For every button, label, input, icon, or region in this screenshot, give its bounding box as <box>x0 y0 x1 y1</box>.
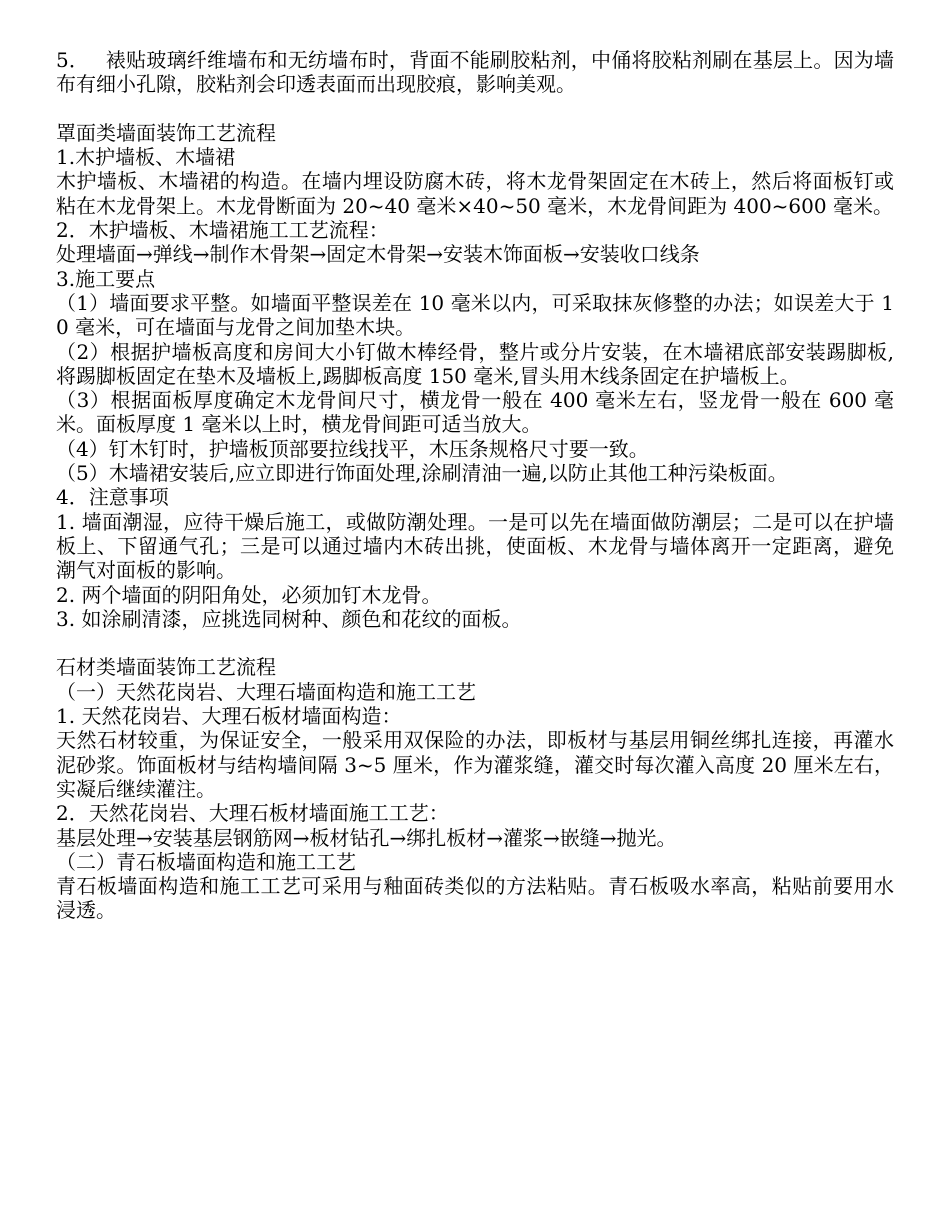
paragraph-wood-panel-construction: 木护墙板、木墙裙的构造。在墙内埋设防腐木砖，将木龙骨架固定在木砖上，然后将面板钉或粘在木龙骨架上。木龙骨断面为 20~40 毫米×40~50 毫米，木龙骨间距为 400~600 毫米。 <box>56 169 894 218</box>
paragraph-bluestone: 青石板墙面构造和施工工艺可采用与釉面砖类似的方法粘贴。青石板吸水率高，粘贴前要用水浸透。 <box>56 874 894 923</box>
subheading-wood-panels: 1.木护墙板、木墙裙 <box>56 145 236 170</box>
subheading-bluestone: （二）青石板墙面构造和施工工艺 <box>56 849 356 874</box>
paragraph-wood-panel-flow: 处理墙面→弹线→制作木骨架→固定木骨架→安装木饰面板→安装收口线条 <box>56 242 700 267</box>
subheading-precautions: 4．注意事项 <box>56 485 169 510</box>
paragraph-granite-construction: 天然石材较重，为保证安全，一般采用双保险的办法，即板材与基层用铜丝绑扎连接，再灌水泥砂浆。饰面板材与结构墙间隔 3~5 厘米，作为灌浆缝，灌交时每次灌入高度 20 厘米左右，实凝后继续灌注。 <box>56 728 894 801</box>
subheading-granite-construction: 1. 天然花岗岩、大理石板材墙面构造： <box>56 704 402 729</box>
point-1-wall-flatness: （1）墙面要求平整。如墙面平整误差在 10 毫米以内，可采取抹灰修整的办法；如误差大于 10 毫米，可在墙面与龙骨之间加垫木块。 <box>56 290 894 340</box>
subheading-granite-process: 2．天然花岗岩、大理石板材墙面施工工艺： <box>56 801 449 826</box>
point-4-nailing: （4）钉木钉时，护墙板顶部要拉线找平，木压条规格尺寸要一致。 <box>56 436 649 461</box>
precaution-2-corners: 2. 两个墙面的阴阳角处，必须加钉木龙骨。 <box>56 582 442 607</box>
subheading-wood-panel-process: 2．木护墙板、木墙裙施工工艺流程： <box>56 218 389 243</box>
precaution-3-varnish: 3. 如涂刷清漆，应挑选同树种、颜色和花纹的面板。 <box>56 606 522 631</box>
section-heading-veneer-walls: 罩面类墙面装饰工艺流程 <box>56 120 276 145</box>
point-3-joist-spacing: （3）根据面板厚度确定木龙骨间尺寸，横龙骨一般在 400 毫米左右，竖龙骨一般在 600 毫米。面板厚度 1 毫米以上时，横龙骨间距可适当放大。 <box>56 388 894 437</box>
section-heading-stone-walls: 石材类墙面装饰工艺流程 <box>56 655 276 680</box>
blank-line <box>56 97 894 121</box>
subheading-granite-marble: （一）天然花岗岩、大理石墙面构造和施工工艺 <box>56 679 476 704</box>
blank-line <box>56 631 894 655</box>
point-2-skirting: （2）根据护墙板高度和房间大小钉做木棒经骨，整片或分片安装，在木墙裙底部安装踢脚板,将踢脚板固定在垫木及墙板上,踢脚板高度 150 毫米,冒头用木线条固定在护墙板上。 <box>56 339 894 388</box>
point-5-finish-treatment: （5）木墙裙安装后,应立即进行饰面处理,涂刷清油一遍,以防止其他工种污染板面。 <box>56 461 788 486</box>
precaution-1-moisture: 1. 墙面潮湿，应待干燥后施工，或做防潮处理。一是可以先在墙面做防潮层；二是可以在护墙板上、下留通气孔；三是可以通过墙内木砖出挑，使面板、木龙骨与墙体离开一定距离，避免潮气对面板的影响。 <box>56 509 894 583</box>
document-body <box>56 48 894 923</box>
paragraph-granite-flow: 基层处理→安装基层钢筋网→板材钻孔→绑扎板材→灌浆→嵌缝→抛光。 <box>56 825 677 850</box>
subheading-construction-points: 3.施工要点 <box>56 266 156 291</box>
paragraph-wallcloth-note: 5． 裱贴玻璃纤维墙布和无纺墙布时，背面不能刷胶粘剂，中俑将胶粘剂刷在基层上。因为墙布有细小孔隙，胶粘剂会印透表面而出现胶痕，影响美观。 <box>56 48 894 97</box>
